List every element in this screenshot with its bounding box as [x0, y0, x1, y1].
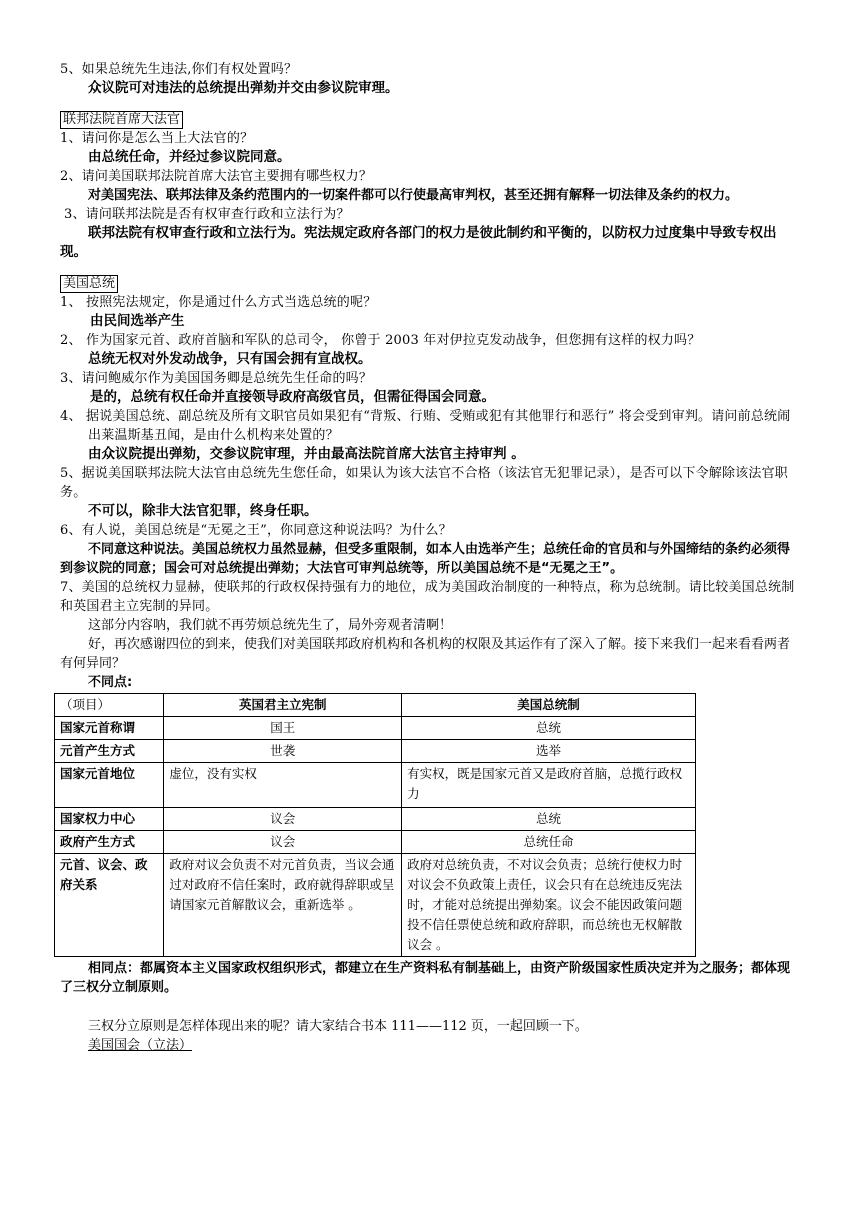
table-cell: 总统	[402, 717, 696, 740]
question-7: 7、美国的总统权力显赫，使联邦的行政权保持强有力的地位，成为美国政治制度的一种特点，称为总统制。请比较美国总统制和英国君主立宪制的异同。	[60, 580, 795, 614]
question-3: 3、请问鲍威尔作为美国国务卿是总统先生任命的吗？	[60, 371, 373, 386]
answer-2: 对美国宪法、联邦法律及条约范围内的一切案件都可以行使最高审判权，甚至还拥有解释一切法律及条约的权力。	[88, 188, 739, 203]
table-cell: 政府对总统负责，不对议会负责；总统行使权力时对议会不负政策上责任，议会只有在总统违反宪法时，才能对总统提出弹劾案。议会不能因政策问题投不信任票使总统和政府辞职，而总统也无权解散议会 。	[402, 854, 696, 957]
table-row	[55, 831, 696, 854]
question-6: 6、有人说，美国总统是“无冕之王”，你同意这种说法吗？为什么？	[60, 523, 452, 538]
answer-3: 是的，总统有权任命并直接领导政府高级官员，但需征得国会同意。	[90, 389, 495, 405]
table-cell: 世袭	[164, 740, 402, 763]
table-cell: 总统任命	[402, 831, 696, 854]
table-row	[55, 740, 696, 763]
table-row	[55, 808, 696, 831]
row-label: 国家元首地位	[55, 763, 164, 808]
paragraph-transition: 好，再次感谢四位的到来，使我们对美国联邦政府机构和各机构的权限及其运作有了深入了解。接下来我们一起来看看两者有何异同？	[60, 637, 791, 671]
answer-6: 不同意这种说法。美国总统权力虽然显赫，但受多重限制，如本人由选举产生；总统任命的官员和与外国缔结的条约必须得到参议院的同意；国会可对总统提出弹劾；大法官可审判总统等，所以美国总统不是“无冕之王”。	[60, 542, 791, 576]
section-heading-chief-justice: 联邦法院首席大法官	[60, 111, 183, 129]
paragraph-narration: 这部分内容呐，我们就不再劳烦总统先生了，局外旁观者清啊！	[88, 618, 453, 633]
answer-4: 由众议院提出弹劾，交参议院审理，并由最高法院首席大法官主持审判 。	[88, 446, 525, 462]
row-label: 国家元首称谓	[55, 717, 164, 740]
table-cell: 总统	[402, 808, 696, 831]
question-5: 5、据说美国联邦法院大法官由总统先生您任命，如果认为该大法官不合格（该法官无犯罪记录），是否可以下令解除该法官职务。	[60, 466, 788, 500]
table-cell: 选举	[402, 740, 696, 763]
answer-2: 总统无权对外发动战争，只有国会拥有宣战权。	[88, 351, 372, 367]
question-2: 2、 作为国家元首、政府首脑和军队的总司令， 你曾于 2003 年对伊拉克发动战争，但您拥有这样的权力吗？	[60, 333, 701, 348]
comparison-table	[54, 693, 696, 957]
table-header-row	[55, 694, 696, 717]
answer-1: 由民间选举产生	[90, 313, 185, 329]
question-3: 3、请问联邦法院是否有权审查行政和立法行为？	[64, 207, 350, 222]
table-cell: 虚位，没有实权	[164, 763, 402, 808]
question-1: 1、 按照宪法规定，你是通过什么方式当选总统的呢？	[60, 295, 377, 310]
row-label: 政府产生方式	[55, 831, 164, 854]
differences-label: 不同点:	[88, 675, 133, 690]
answer-5: 不可以，除非大法官犯罪，终身任职。	[88, 503, 318, 519]
table-row	[55, 854, 696, 957]
row-label: 元首产生方式	[55, 740, 164, 763]
question-1: 1、请问你是怎么当上大法官的？	[60, 131, 254, 146]
answer-3: 联邦法院有权审查行政和立法行为。宪法规定政府各部门的权力是彼此制约和平衡的，以防权力过度集中导致专权出现。	[60, 225, 777, 260]
question-4: 4、 据说美国总统、副总统及所有文职官员如果犯有“背叛、行贿、受贿或犯有其他罪行和恶行” 将会受到审判。请问前总统闹出莱温斯基丑闻，是由什么机构来处置的？	[60, 409, 791, 443]
table-cell: 国王	[164, 717, 402, 740]
section-heading-congress: 美国国会（立法）	[88, 1038, 193, 1053]
similarities-paragraph: 相同点：都属资本主义国家政权组织形式，都建立在生产资料私有制基础上，由资产阶级国家性质决定并为之服务；都体现了三权分立制原则。	[60, 961, 791, 995]
table-header-cell: （项目）	[55, 694, 164, 717]
question-2: 2、请问美国联邦法院首席大法官主要拥有哪些权力？	[60, 169, 373, 184]
table-header-cell: 美国总统制	[402, 694, 696, 717]
table-row	[55, 763, 696, 808]
row-label: 元首、议会、政府关系	[55, 854, 164, 957]
table-cell: 政府对议会负责不对元首负责，当议会通过对政府不信任案时，政府就得辞职或呈请国家元首解散议会，重新选举 。	[164, 854, 402, 957]
table-row	[55, 717, 696, 740]
table-cell: 议会	[164, 808, 402, 831]
section-heading-president: 美国总统	[60, 275, 118, 293]
table-header-cell: 英国君主立宪制	[164, 694, 402, 717]
answer-5: 众议院可对违法的总统提出弹劾并交由参议院审理。	[88, 80, 399, 96]
answer-1: 由总统任命，并经过参议院同意。	[88, 149, 291, 165]
table-cell: 有实权，既是国家元首又是政府首脑，总揽行政权力	[402, 763, 696, 808]
question-5: 5、如果总统先生违法,你们有权处置吗？	[60, 62, 298, 77]
paragraph-separation-of-powers: 三权分立原则是怎样体现出来的呢？请大家结合书本 111——112 页，一起回顾一下。	[88, 1019, 588, 1034]
table-cell: 议会	[164, 831, 402, 854]
document-page	[60, 60, 800, 1055]
row-label: 国家权力中心	[55, 808, 164, 831]
